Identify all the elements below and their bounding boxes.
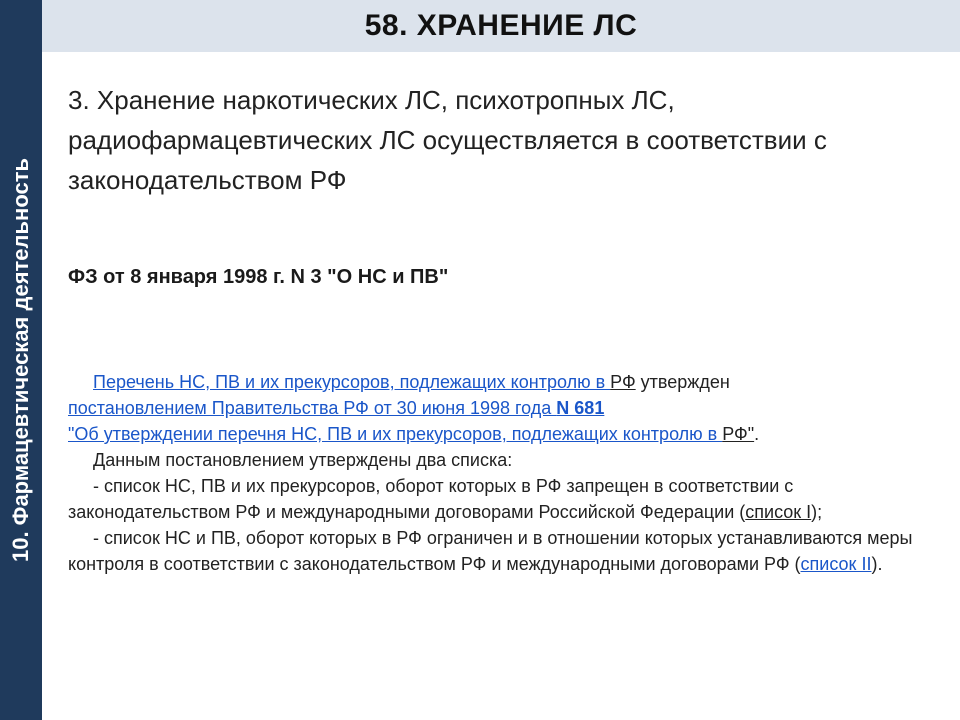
list-one-paragraph [68,473,938,525]
list-link[interactable]: Перечень НС, ПВ и их прекурсоров, подлежащих контролю в [93,372,611,392]
list-one-end: ); [811,502,823,522]
sidebar [0,0,42,720]
body-text [68,369,938,577]
page-title: 58. ХРАНЕНИЕ ЛС [364,9,638,42]
decree-line [68,395,938,421]
list-paragraph-1 [68,369,938,395]
law-reference: ФЗ от 8 января 1998 г. N 3 "О НС и ПВ" [68,266,449,288]
list-two-text: - список НС и ПВ, оборот которых в РФ ограничен и в отношении которых устанавливаются меры контроля в соответствии с законодательством РФ и международными договорами РФ ( [68,528,913,574]
decree-number-link[interactable]: N 681 [556,398,605,418]
approved-text: утвержден [635,372,730,392]
section-label: 10. Фармацевтическая деятельность [8,157,33,563]
decree-title-link[interactable]: "Об утверждении перечня НС, ПВ и их прекурсоров, подлежащих контролю в [68,424,723,444]
main-paragraph: 3. Хранение наркотических ЛС, психотропных ЛС, радиофармацевтических ЛС осуществляется в соответствии с законодательством РФ [68,85,827,195]
decree-title-end: . [754,424,760,444]
two-lists-text: Данным постановлением утверждены два списка: [93,450,513,470]
list-one-link[interactable]: список I [745,502,812,522]
list-two-paragraph [68,525,938,577]
list-two-end: ). [871,554,883,574]
list-one-text: - список НС, ПВ и их прекурсоров, оборот которых в РФ запрещен в соответствии с законодательством РФ и международными договорами Российской Федерации ( [68,476,794,522]
list-two-link[interactable]: список II [800,554,872,574]
rf-link-2[interactable]: РФ" [722,424,755,444]
rf-link[interactable]: РФ [610,372,636,392]
decree-title-line [68,421,938,447]
header [42,0,960,52]
decree-link[interactable]: постановлением Правительства РФ от 30 июня 1998 года [68,398,557,418]
